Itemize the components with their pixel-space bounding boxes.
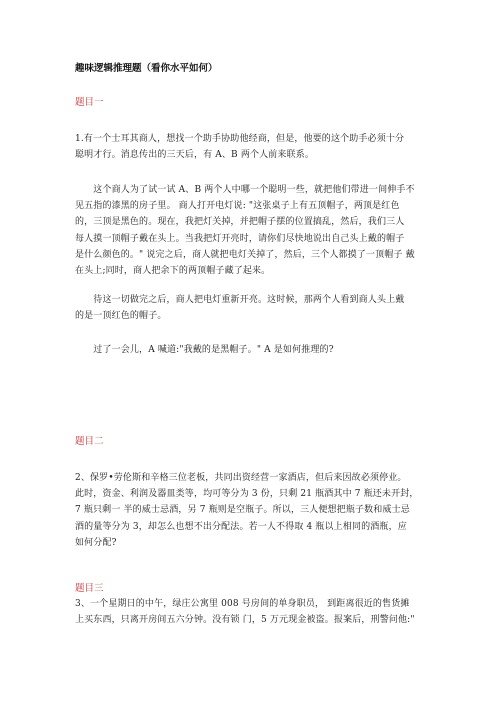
text-line: 2、保罗•劳伦斯和辛格三位老板，共同出资经营一家酒店，但后来因故必须停业。: [75, 473, 407, 483]
paragraph-q1-setup: [75, 182, 422, 279]
heading-question-1: 题目一: [75, 97, 104, 108]
text-line: 是什么颜色的。" 说完之后，商人就把电灯关掉了，然后，三个人都摸了一顶帽子 戴: [75, 249, 415, 260]
text-line: 每人摸一顶帽子戴在头上。当我把灯开亮时，请你们尽快地说出自己头上戴的帽子: [75, 233, 405, 244]
text-line: 聪明才行。消息传出的三天后，有 A、B 两个人前来联系。: [75, 150, 315, 161]
text-line: 见五指的漆黑的房子里。 商人打开电灯说: "这张桌子上有五顶帽子，两顶是红色: [75, 201, 400, 212]
text-line: 7 瓶只剩一 半的威士忌酒，另 7 瓶则是空瓶子。所以，三人便想把瓶子数和威士忌: [75, 505, 410, 516]
paragraph-q2: [75, 470, 422, 551]
heading-question-2: 题目二: [75, 436, 104, 447]
text-line: 此时，资金、利润及器皿类等，均可等分为 3 份，只剩 21 瓶酒其中 7 瓶还未开封，: [75, 489, 419, 500]
document-title: 趣味逻辑推理题（看你水平如何）: [75, 63, 218, 74]
text-line: 酒的量等分为 3，却怎么也想不出分配法。若一人不得取 4 瓶以上相同的酒瓶，应: [75, 521, 407, 532]
text-line: 过了一会儿，A 喊道:"我戴的是黑帽子。" A 是如何推理的?: [75, 345, 334, 355]
text-line: 的是一顶红色的帽子。: [75, 311, 167, 322]
heading-question-3: 题目三: [75, 583, 104, 594]
text-line: 3、一个星期日的中午，绿庄公寓里 008 号房间的单身职员， 到距离很近的售货摊: [75, 599, 410, 609]
text-line: 这个商人为了试一试 A、B 两个人中哪一个聪明一些，就把他们带进一间伸手不: [75, 185, 415, 195]
paragraph-q3: [75, 596, 422, 628]
text-line: 1.有一个士耳其商人，想找一个助手协助他经商，但是，他要的这个助手必须十分: [75, 134, 405, 144]
text-line: 的，三顶是黑色的。现在，我把灯关掉，并把帽子摆的位置搞乱，然后，我们三人: [75, 217, 405, 228]
text-line: 如何分配?: [75, 537, 117, 548]
text-line: 待这一切做完之后，商人把电灯重新开亮。这时候，那两个人看到商人头上戴: [75, 295, 405, 305]
paragraph-q1-intro: [75, 131, 422, 163]
text-line: 在头上;同时，商人把余下的两顶帽子藏了起来。: [75, 266, 271, 277]
paragraph-q1-question: [75, 342, 422, 358]
paragraph-q1-lights-on: [75, 292, 422, 324]
text-line: 上买东西，只离开房间五六分钟。没有锁 门，5 万元现金被盗。报案后，刑警问他:": [75, 615, 415, 626]
